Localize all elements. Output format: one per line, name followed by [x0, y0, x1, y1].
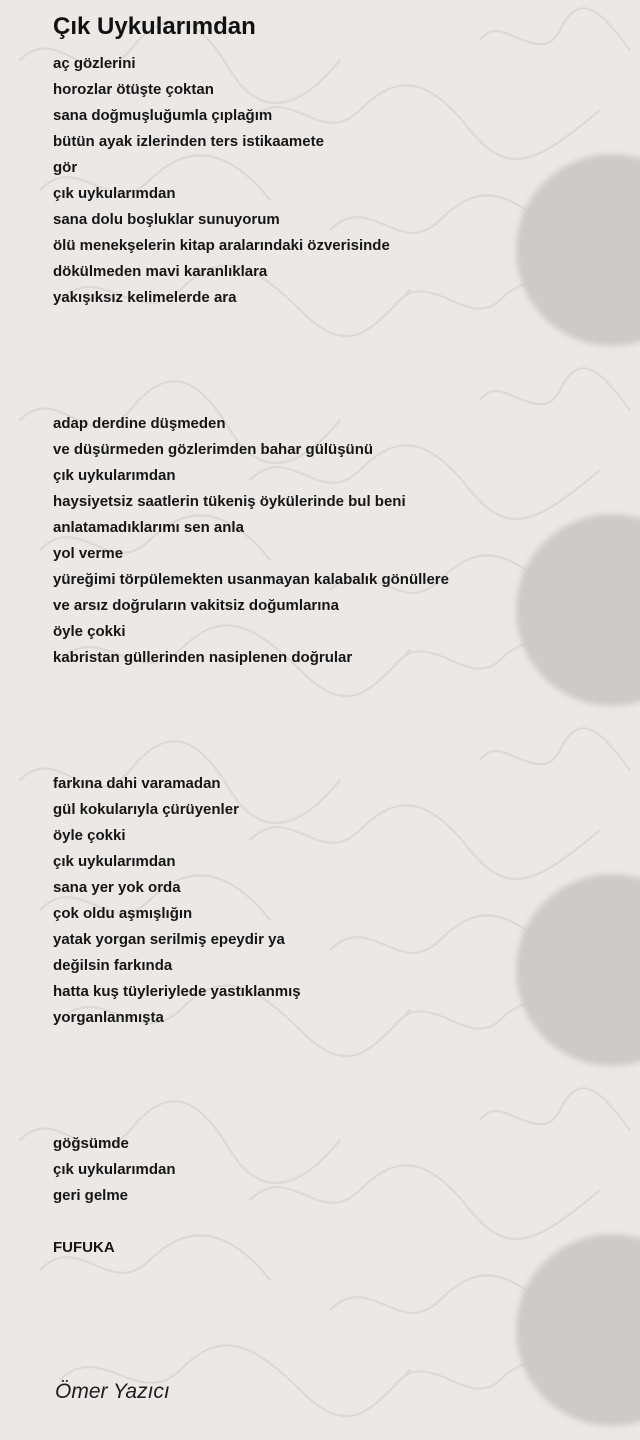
poem-line: öyle çokki: [53, 623, 126, 640]
poem-line: ölü menekşelerin kitap aralarındaki özverisinde: [53, 237, 390, 254]
poem-line: adap derdine düşmeden: [53, 415, 226, 432]
poem-line: bütün ayak izlerinden ters istikaamete: [53, 133, 324, 150]
poem-line: geri gelme: [53, 1187, 129, 1204]
poem-line: çık uykularımdan: [53, 467, 176, 484]
stanza-3: [53, 771, 301, 1031]
poem-line: çık uykularımdan: [53, 1161, 176, 1178]
poem-line: gör: [53, 159, 78, 176]
poem-line: yatak yorgan serilmiş epeydir ya: [53, 931, 285, 948]
poem-line: öyle çokki: [53, 827, 126, 844]
poem-line: yol verme: [53, 545, 124, 562]
poem-line: çok oldu aşmışlığın: [53, 905, 193, 922]
stanza-2: [53, 411, 449, 671]
poem-title: Çık Uykularımdan: [53, 13, 256, 40]
poem-line: hatta kuş tüyleriylede yastıklanmış: [53, 983, 301, 1000]
poem-line: dökülmeden mavi karanlıklara: [53, 263, 268, 280]
poem-signature-line: FUFUKA: [53, 1239, 115, 1256]
poem-line: sana dolu boşluklar sunuyorum: [53, 211, 280, 228]
poem-line: sana doğmuşluğumla çıplağım: [53, 107, 273, 124]
poem-line: aç gözlerini: [53, 55, 136, 72]
poem-line: farkına dahi varamadan: [53, 775, 221, 792]
poem-line: ve düşürmeden gözlerimden bahar gülüşünü: [53, 441, 374, 458]
poem-line: sana yer yok orda: [53, 879, 181, 896]
poem-line: çık uykularımdan: [53, 853, 176, 870]
poem-line: yakışıksız kelimelerde ara: [53, 289, 237, 306]
poem-line: haysiyetsiz saatlerin tükeniş öykülerinde bul beni: [53, 493, 406, 510]
poem-line: yorganlanmışta: [53, 1009, 164, 1026]
poem-line: yüreğimi törpülemekten usanmayan kalabalık gönüllere: [53, 571, 449, 588]
poem-line: çık uykularımdan: [53, 185, 176, 202]
poem-line: horozlar ötüşte çoktan: [53, 81, 214, 98]
poem-line: ve arsız doğruların vakitsiz doğumlarına: [53, 597, 339, 614]
stanza-1: [53, 51, 390, 311]
poem-line: göğsümde: [53, 1135, 129, 1152]
poem-line: gül kokularıyla çürüyenler: [53, 801, 239, 818]
poem-line: kabristan güllerinden nasiplenen doğrular: [53, 649, 353, 666]
poem-line-blank: [53, 1209, 176, 1235]
poem-line: değilsin farkında: [53, 957, 173, 974]
poem-line: anlatamadıklarımı sen anla: [53, 519, 244, 536]
stanza-4: [53, 1131, 176, 1261]
author-name: Ömer Yazıcı: [55, 1380, 170, 1403]
